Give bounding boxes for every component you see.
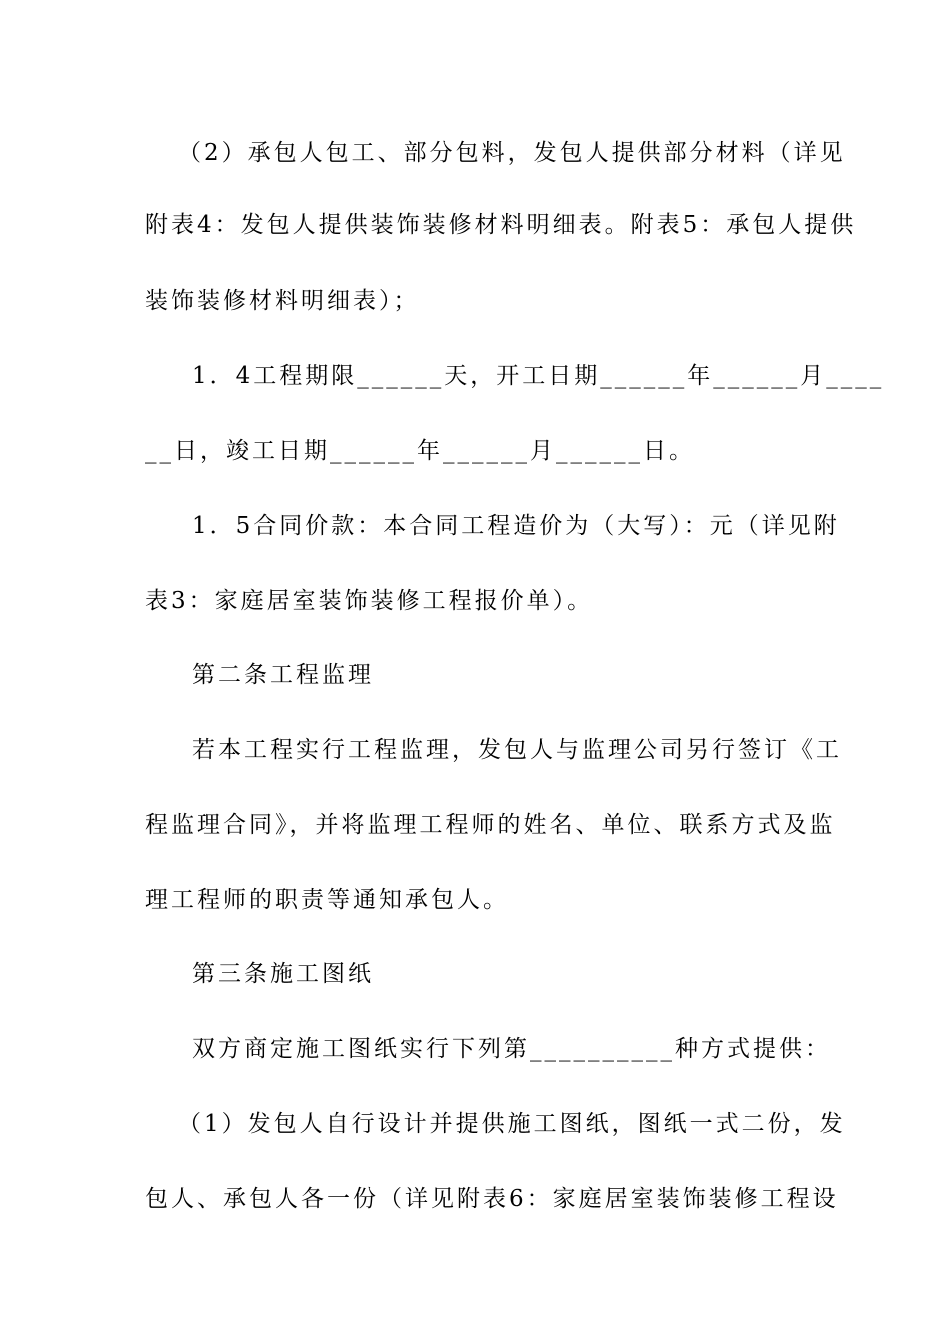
- paragraph-line: 附表4：发包人提供装饰装修材料明细表。附表5：承包人提供: [145, 212, 857, 238]
- section-heading: 第二条工程监理: [192, 662, 374, 688]
- paragraph-line: 若本工程实行工程监理，发包人与监理公司另行签订《工: [192, 737, 842, 763]
- paragraph-line: 双方商定施工图纸实行下列第__________种方式提供：: [192, 1036, 831, 1062]
- paragraph-line: __日，竣工日期______年______月______日。: [145, 438, 695, 464]
- paragraph-line: 包人、承包人各一份（详见附表6：家庭居室装饰装修工程设: [145, 1186, 839, 1212]
- paragraph-line: 程监理合同》，并将监理工程师的姓名、单位、联系方式及监: [145, 812, 836, 838]
- paragraph-line: 1．4工程期限______天，开工日期______年______月____: [192, 363, 885, 389]
- paragraph-line: 1．5合同价款：本合同工程造价为（大写）：元（详见附: [192, 513, 840, 539]
- paragraph-line: 装饰装修材料明细表）；: [145, 288, 420, 314]
- paragraph-line: 理工程师的职责等通知承包人。: [145, 887, 509, 913]
- paragraph-line: 表3：家庭居室装饰装修工程报价单）。: [145, 588, 594, 614]
- section-heading: 第三条施工图纸: [192, 961, 374, 987]
- paragraph-line: （2）承包人包工、部分包料，发包人提供部分材料（详见: [178, 140, 846, 166]
- paragraph-line: （1）发包人自行设计并提供施工图纸，图纸一式二份，发: [178, 1111, 846, 1137]
